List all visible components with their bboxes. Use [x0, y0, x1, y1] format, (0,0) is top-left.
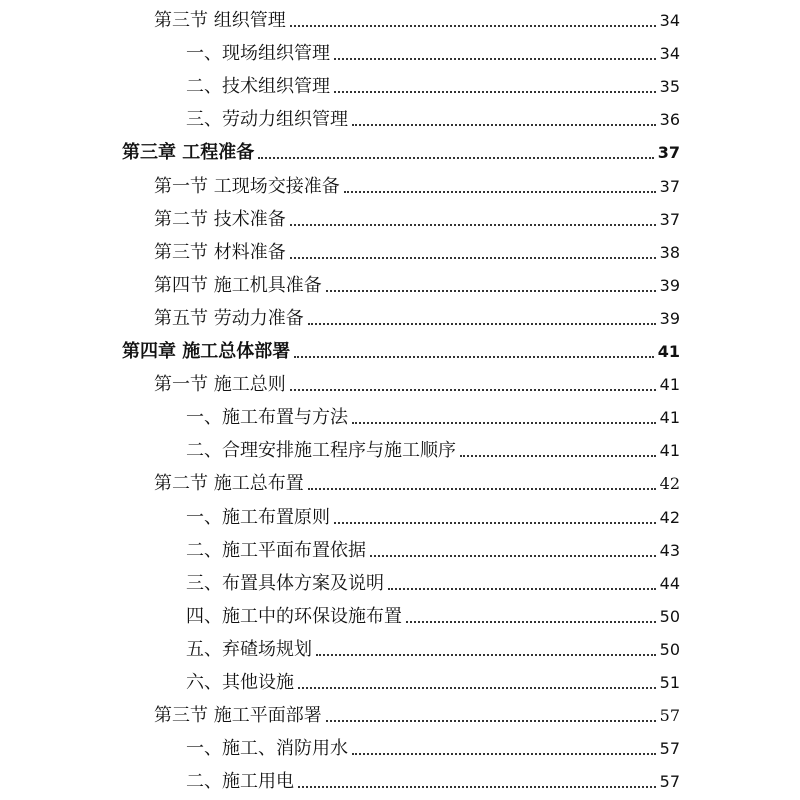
toc-entry-section[interactable] [154, 2, 680, 32]
toc-entry-section[interactable] [154, 465, 680, 495]
toc-entry-section[interactable] [154, 201, 680, 231]
toc-entry-page-number: 42 [659, 474, 680, 494]
dot-leader [290, 257, 656, 259]
toc-entry-subsection[interactable] [186, 730, 680, 760]
toc-entry-page-number: 34 [659, 11, 680, 30]
dot-leader [316, 654, 656, 656]
toc-entry-title: 第二节 技术准备 [154, 208, 286, 230]
toc-entry-page-number: 42 [659, 507, 680, 527]
toc-entry-page-number: 57 [659, 706, 680, 726]
toc-entry-chapter[interactable] [122, 333, 680, 363]
toc-entry-title: 一、施工布置与方法 [186, 407, 348, 429]
dot-leader [370, 555, 656, 557]
toc-entry-page-number: 41 [659, 375, 680, 395]
toc-entry-subsection[interactable] [186, 565, 680, 595]
toc-entry-page-number: 38 [659, 242, 680, 262]
toc-entry-title: 第一节 工现场交接准备 [154, 175, 340, 197]
dot-leader [308, 323, 656, 325]
dot-leader [308, 488, 656, 490]
toc-entry-title: 五、弃碴场规划 [186, 638, 312, 660]
dot-leader [326, 290, 656, 292]
toc-entry-title: 第三节 组织管理 [154, 10, 286, 31]
toc-entry-title: 第四节 施工机具准备 [154, 274, 322, 296]
toc-entry-title: 第三章 工程准备 [122, 142, 255, 164]
toc-entry-title: 第五节 劳动力准备 [154, 307, 304, 329]
toc-entry-subsection[interactable] [186, 432, 680, 462]
dot-leader [334, 522, 656, 524]
toc-entry-title: 一、施工布置原则 [186, 506, 330, 528]
toc-entry-page-number: 35 [659, 77, 680, 97]
toc-entry-page-number: 57 [659, 772, 680, 792]
toc-entry-section[interactable] [154, 234, 680, 264]
toc-entry-title: 二、合理安排施工程序与施工顺序 [186, 440, 456, 462]
toc-entry-subsection[interactable] [186, 664, 680, 694]
toc-entry-subsection[interactable] [186, 499, 680, 529]
toc-entry-subsection[interactable] [186, 35, 680, 65]
dot-leader [298, 786, 656, 788]
dot-leader [298, 687, 656, 689]
dot-leader [326, 720, 656, 722]
toc-entry-title: 第一节 施工总则 [154, 374, 286, 396]
dot-leader [290, 25, 656, 27]
dot-leader [352, 753, 656, 755]
toc-entry-page-number: 36 [659, 110, 680, 130]
toc-entry-page-number: 50 [659, 606, 680, 626]
dot-leader [406, 621, 656, 623]
toc-entry-page-number: 37 [657, 143, 680, 163]
toc-entry-subsection[interactable] [186, 631, 680, 661]
toc-entry-title: 二、施工用电 [186, 771, 294, 793]
dot-leader [344, 191, 656, 193]
dot-leader [258, 157, 653, 159]
toc-entry-title: 一、现场组织管理 [186, 43, 330, 65]
toc-entry-title: 第二节 施工总布置 [154, 473, 304, 495]
dot-leader [352, 422, 656, 424]
dot-leader [290, 224, 656, 226]
toc-entry-subsection[interactable] [186, 763, 680, 793]
toc-entry-page-number: 37 [659, 209, 680, 229]
toc-entry-subsection[interactable] [186, 68, 680, 98]
toc-entry-page-number: 44 [659, 573, 680, 593]
dot-leader [388, 588, 656, 590]
toc-entry-page-number: 39 [659, 308, 680, 328]
toc-entry-title: 二、技术组织管理 [186, 76, 330, 98]
toc-entry-page-number: 39 [659, 275, 680, 295]
toc-entry-title: 第四章 施工总体部署 [122, 341, 291, 362]
dot-leader [290, 389, 656, 391]
dot-leader [334, 91, 656, 93]
toc-entry-section[interactable] [154, 697, 680, 727]
toc-entry-title: 四、施工中的环保设施布置 [186, 605, 402, 627]
toc-entry-page-number: 41 [659, 441, 680, 461]
toc-entry-subsection[interactable] [186, 399, 680, 429]
toc-entry-title: 六、其他设施 [186, 672, 294, 693]
toc-entry-subsection[interactable] [186, 532, 680, 562]
toc-entry-page-number: 43 [659, 540, 680, 560]
dot-leader [294, 356, 653, 358]
toc-entry-page-number: 37 [659, 176, 680, 196]
toc-entry-title: 第三节 施工平面部署 [154, 705, 322, 727]
toc-entry-subsection[interactable] [186, 101, 680, 131]
toc-entry-title: 二、施工平面布置依据 [186, 539, 366, 561]
toc-entry-page-number: 50 [659, 639, 680, 659]
toc-entry-page-number: 41 [657, 342, 680, 361]
toc-entry-title: 三、劳动力组织管理 [186, 109, 348, 131]
toc-entry-page-number: 57 [659, 739, 680, 759]
toc-entry-chapter[interactable] [122, 134, 680, 164]
toc-entry-page-number: 41 [659, 408, 680, 428]
toc-entry-title: 一、施工、消防用水 [186, 738, 348, 760]
toc-entry-title: 三、布置具体方案及说明 [186, 572, 384, 594]
toc-entry-subsection[interactable] [186, 598, 680, 628]
toc-entry-title: 第三节 材料准备 [154, 241, 286, 263]
dot-leader [352, 124, 656, 126]
dot-leader [460, 455, 656, 457]
toc-entry-section[interactable] [154, 168, 680, 198]
toc-entry-page-number: 34 [659, 44, 680, 64]
dot-leader [334, 58, 656, 60]
toc-entry-section[interactable] [154, 267, 680, 297]
toc-entry-page-number: 51 [659, 673, 680, 692]
toc-entry-section[interactable] [154, 300, 680, 330]
toc-entry-section[interactable] [154, 366, 680, 396]
